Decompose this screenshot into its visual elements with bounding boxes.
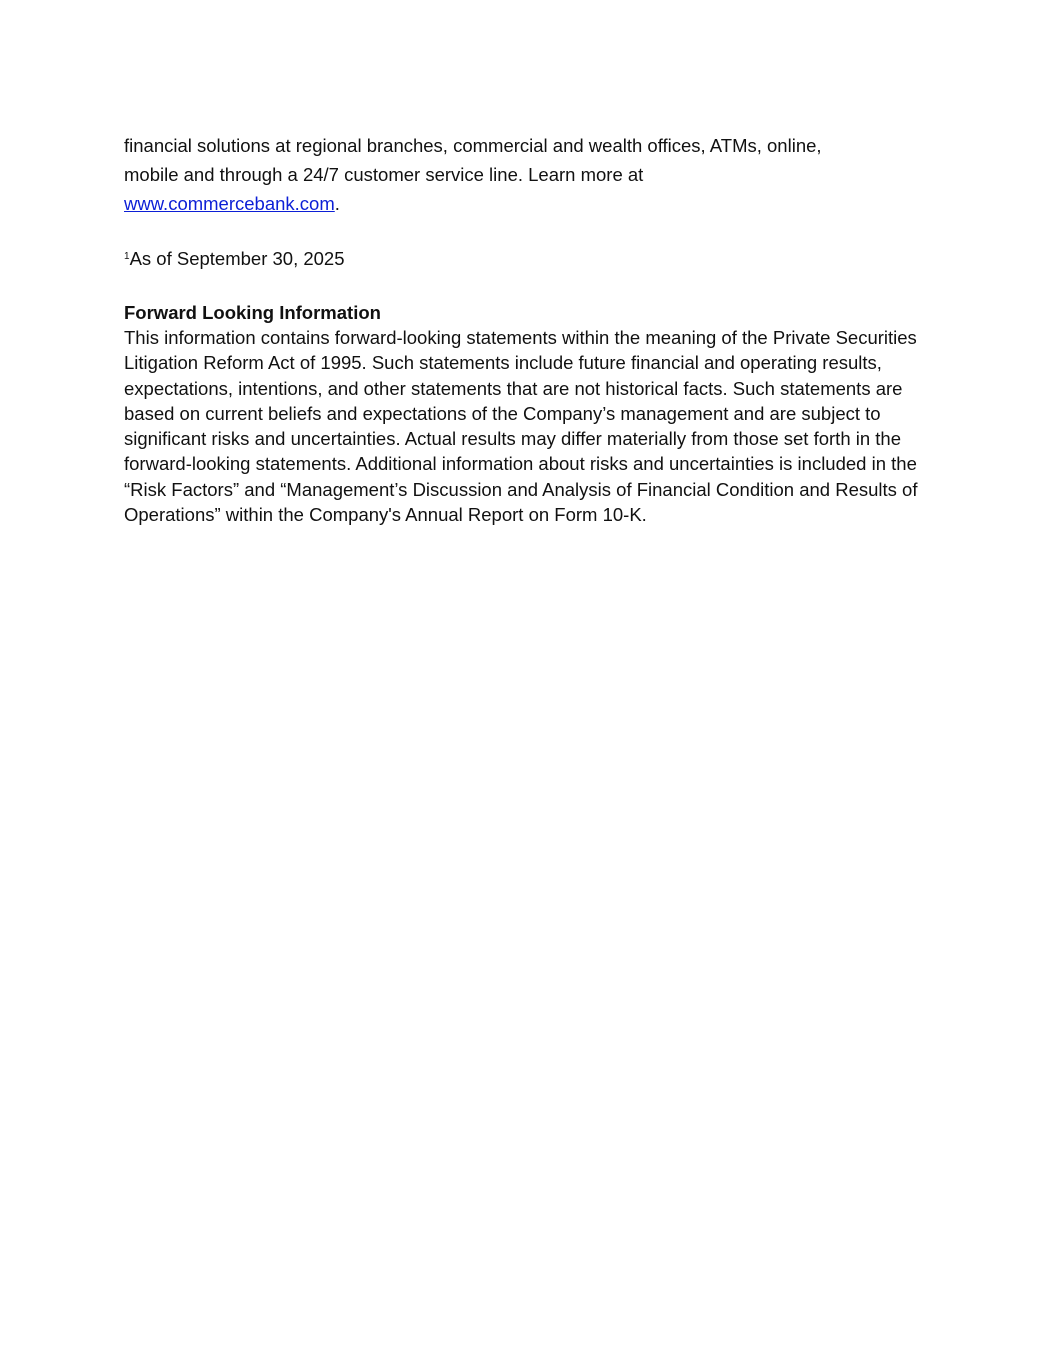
intro-trailing-period: .: [334, 193, 340, 214]
forward-looking-heading: Forward Looking Information: [124, 302, 381, 323]
commercebank-link[interactable]: www.commercebank.com: [124, 193, 335, 214]
footnote: [124, 246, 924, 272]
footnote-text: As of September 30, 2025: [129, 248, 345, 269]
document-page: [124, 131, 924, 527]
forward-looking-body: This information contains forward-looking statements within the meaning of the Private Securities Litigation Reform Act of 1995. Such statements include future financial and operating results, expectations, intentions, and other statements that are not historical facts. Such statements are based on current beliefs and expectations of the Company’s management and are subject to significant risks and uncertainties. Actual results may differ materially from those set forth in the forward-looking statements. Additional information about risks and uncertainties is included in the “Risk Factors” and “Management’s Discussion and Analysis of Financial Condition and Results of Operations” within the Company's Annual Report on Form 10-K.: [124, 327, 918, 526]
intro-text-line2: mobile and through a 24/7 customer service line. Learn more at: [124, 164, 644, 185]
intro-text-line1: financial solutions at regional branches, commercial and wealth offices, ATMs, online,: [124, 135, 822, 156]
footnote-marker: 1: [124, 251, 130, 262]
intro-paragraph: [124, 131, 924, 218]
